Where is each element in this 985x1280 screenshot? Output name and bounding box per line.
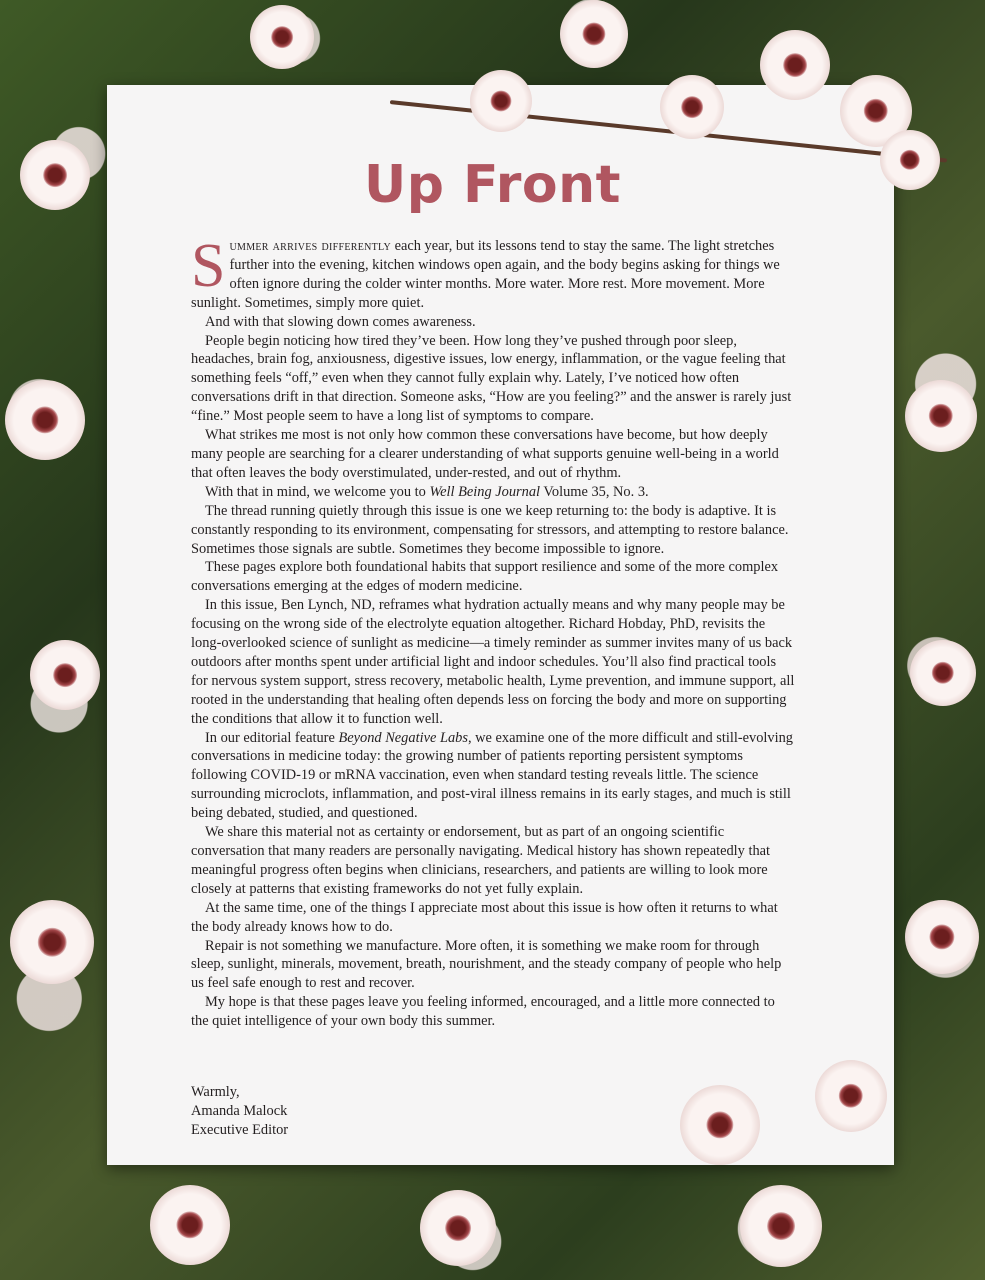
flower-decoration (5, 380, 85, 460)
feature-text: , we examine one of the more difficult and still-evolving conversations in medicine today: the growing number of patients reporting persistent symptoms following COVID-19 or mRNA vaccination, even when standard testing reveals little. The science surrounding microclots, inflammation, and post-viral illness remains in its early stages, and much is still being debated, studied, and questioned. (191, 729, 793, 822)
article-paragraph: In this issue, Ben Lynch, ND, reframes what hydration actually means and why many people may be focusing on the wrong side of the electrolyte equation altogether. Richard Hobday, PhD, revisits the long-overlooked science of sunlight as medicine—a timely reminder as summer invites many of us back outdoors after months spent under artificial light and indoor schedules. You’ll also find practical tools for nervous system support, stress recovery, metabolic health, Lyme prevention, and immune support, all rooted in the understanding that healing often depends less on forcing the body and more on supporting the conditions that allow it to function well. (191, 597, 795, 727)
feature-paragraph (191, 729, 795, 824)
article-paragraph: The thread running quietly through this issue is one we keep returning to: the body is adaptive. It is constantly responding to its environment, compensating for stressors, and attempting to restore balance. Sometimes those signals are subtle. Sometimes they become impossible to ignore. (191, 502, 789, 557)
author-role: Executive Editor (191, 1121, 289, 1138)
flower-decoration (10, 900, 94, 984)
welcome-text: With that in mind, we welcome you to (205, 483, 430, 500)
article-paragraph: My hope is that these pages leave you feeling informed, encouraged, and a little more connected to the quiet intelligence of your own body this summer. (191, 994, 775, 1030)
flower-decoration (905, 900, 979, 974)
flower-decoration (250, 5, 314, 69)
flower-decoration (905, 380, 977, 452)
flower-decoration (560, 0, 628, 68)
flower-decoration (660, 75, 724, 139)
drop-cap: S (191, 232, 226, 300)
welcome-paragraph (191, 483, 795, 502)
author-name: Amanda Malock (191, 1102, 288, 1119)
lead-paragraph (191, 232, 795, 313)
article-paragraph: What strikes me most is not only how common these conversations have become, but how deeply many people are searching for a clearer understanding of what supports genuine well-being in a world that often leaves the body overstimulated, under-rested, and out of rhythm. (191, 427, 779, 481)
article-paragraph: At the same time, one of the things I appreciate most about this issue is how often it returns to what the body already knows how to do. (191, 899, 778, 935)
feature-text: In our editorial feature (205, 729, 339, 746)
feature-title: Beyond Negative Labs (338, 729, 468, 746)
lead-text: each year, but its lessons tend to stay the same. The light stretches further into the evening, kitchen windows open again, and the body begins asking for things we often ignore during the colder winter months. More water. More rest. More movement. More sunlight. Sometimes, simply more quiet. (191, 238, 780, 311)
flower-decoration (150, 1185, 230, 1265)
volume-text: Volume 35, No. 3. (540, 483, 649, 500)
flower-decoration (470, 70, 532, 132)
flower-decoration (910, 640, 976, 706)
flower-decoration (760, 30, 830, 100)
article-paragraph: These pages explore both foundational habits that support resilience and some of the more complex conversations emerging at the edges of modern medicine. (191, 559, 779, 595)
flower-decoration (815, 1060, 887, 1132)
lead-smallcaps: ummer arrives differently (229, 238, 391, 254)
flower-decoration (680, 1085, 760, 1165)
flower-decoration (30, 640, 100, 710)
flower-decoration (740, 1185, 822, 1267)
article-paragraph: Repair is not something we manufacture. More often, it is something we make room for through sleep, sunlight, minerals, movement, breath, nourishment, and the steady company of people who help us feel safe enough to rest and recover. (191, 937, 782, 992)
article-paragraph: People begin noticing how tired they’ve been. How long they’ve pushed through poor sleep, headaches, brain fog, anxiousness, digestive issues, low energy, inflammation, or the vague feeling that something feels “off,” even when they cannot fully explain why. Lately, I’ve noticed how often conversations drift in that direction. Someone asks, “How are you feeling?” and the answer is rarely just “fine.” Most people seem to have a long list of symptoms to compare. (191, 332, 792, 425)
signoff (191, 1083, 288, 1140)
article-paragraph: We share this material not as certainty or endorsement, but as part of an ongoing scientific conversation that many readers are personally navigating. Medical history has shown repeatedly that meaningful progress often begins when clinicians, researchers, and patients are willing to look more closely at patterns that existing frameworks do not yet fully explain. (191, 824, 771, 897)
article-paragraph: And with that slowing down comes awareness. (205, 313, 476, 330)
flower-decoration (420, 1190, 496, 1266)
journal-name: Well Being Journal (429, 483, 541, 500)
signoff-closing: Warmly, (191, 1084, 240, 1100)
editorial-article (191, 232, 795, 1031)
page-title: Up Front (364, 155, 621, 215)
